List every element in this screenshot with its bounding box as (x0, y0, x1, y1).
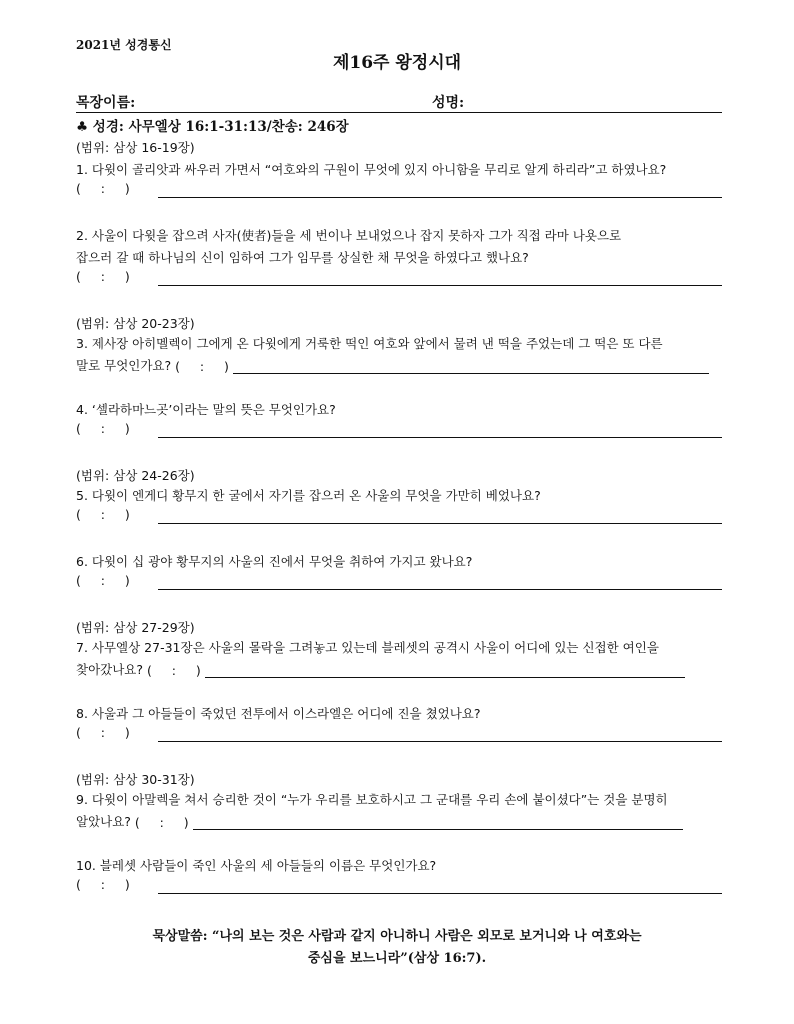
question-2-cont: 잡으러 갈 때 하나님의 신이 임하여 그가 임무를 상실한 채 무엇을 하였다고 했나요? (76, 250, 529, 265)
memory-verse-line1: 묵상말씀: “나의 보는 것은 사람과 같지 아니하니 사람은 외모로 보거니와 나 여호와는 (152, 929, 642, 944)
question-text: 찾아갔나요? (76, 662, 144, 677)
answer-blank: ( : ) (134, 815, 189, 830)
answer-line (158, 741, 722, 742)
answer-blank: ( : ) (175, 359, 229, 374)
answer-blank: ( : ) (76, 421, 130, 436)
answer-line (205, 663, 685, 678)
question-8: 8. 사울과 그 아들들이 죽었던 전투에서 이스라엘은 어디에 진을 쳤었나요? (76, 706, 481, 721)
answer-blank: ( : ) (76, 507, 130, 522)
answer-line (158, 437, 722, 438)
memory-verse-line2: 중심을 보느니라”(삼상 16:7). (307, 951, 487, 966)
answer-line (233, 359, 709, 374)
answer-line (193, 815, 683, 830)
question-text: 알았나요? (76, 814, 131, 829)
question-9-cont[interactable] (76, 812, 722, 830)
range-label: (범위: 삼상 24-26장) (76, 468, 195, 483)
person-name-label: 성명: (432, 95, 465, 111)
range-label: (범위: 삼상 16-19장) (76, 140, 195, 155)
question-text: 말로 무엇인가요? (76, 358, 172, 373)
question-1: 1. 다윗이 골리앗과 싸우러 가면서 “여호와의 구원이 무엇에 있지 아니함을 무리로 알게 하리라”고 하였나요? (76, 162, 667, 177)
name-row (76, 92, 722, 113)
answer-blank: ( : ) (76, 877, 130, 892)
range-label: (범위: 삼상 20-23장) (76, 316, 195, 331)
question-10: 10. 블레셋 사람들이 죽인 사울의 세 아들들의 이름은 무엇인가요? (76, 858, 437, 873)
question-3: 3. 제사장 아히멜렉이 그에게 온 다윗에게 거룩한 떡인 여호와 앞에서 물려 낸 떡을 주었는데 그 떡은 또 다른 (76, 336, 663, 351)
answer-line (158, 285, 722, 286)
answer-line (158, 893, 722, 894)
answer-line (158, 197, 722, 198)
answer-2[interactable] (76, 268, 722, 286)
answer-blank: ( : ) (147, 663, 201, 678)
question-4: 4. ‘셀라하마느곳’이라는 말의 뜻은 무엇인가요? (76, 402, 336, 417)
answer-blank: ( : ) (76, 573, 130, 588)
answer-blank: ( : ) (76, 725, 130, 740)
answer-line (158, 589, 722, 590)
answer-10[interactable] (76, 876, 722, 894)
year-label: 2021년 성경통신 (76, 38, 172, 52)
answer-4[interactable] (76, 420, 722, 438)
answer-5[interactable] (76, 506, 722, 524)
answer-8[interactable] (76, 724, 722, 742)
range-label: (범위: 삼상 30-31장) (76, 772, 195, 787)
range-label: (범위: 삼상 27-29장) (76, 620, 195, 635)
answer-6[interactable] (76, 572, 722, 590)
question-7: 7. 사무엘상 27-31장은 사울의 몰락을 그려놓고 있는데 블레셋의 공격시 사울이 어디에 있는 신접한 여인을 (76, 640, 659, 655)
question-2: 2. 사울이 다윗을 잡으려 사자(使者)들을 세 번이나 보내었으나 잡지 못하자 그가 직접 라마 나욧으로 (76, 228, 622, 243)
answer-line (158, 523, 722, 524)
page-title: 제16주 왕정시대 (332, 53, 462, 73)
bible-reading: ♣ 성경: 사무엘상 16:1-31:13/찬송: 246장 (76, 119, 349, 135)
answer-blank: ( : ) (76, 181, 130, 196)
answer-1[interactable] (76, 180, 722, 198)
question-5: 5. 다윗이 엔게디 황무지 한 굴에서 자기를 잡으러 온 사울의 무엇을 가만히 베었나요? (76, 488, 541, 503)
question-7-cont[interactable] (76, 660, 722, 678)
church-name-label: 목장이름: (76, 95, 136, 111)
answer-blank: ( : ) (76, 269, 130, 284)
question-3-cont[interactable] (76, 356, 722, 374)
question-6: 6. 다윗이 십 광야 황무지의 사울의 진에서 무엇을 취하여 가지고 왔나요? (76, 554, 473, 569)
question-9: 9. 다윗이 아말렉을 쳐서 승리한 것이 “누가 우리를 보호하시고 그 군대를 우리 손에 붙이셨다”는 것을 분명히 (76, 792, 668, 807)
memory-verse (0, 926, 794, 970)
